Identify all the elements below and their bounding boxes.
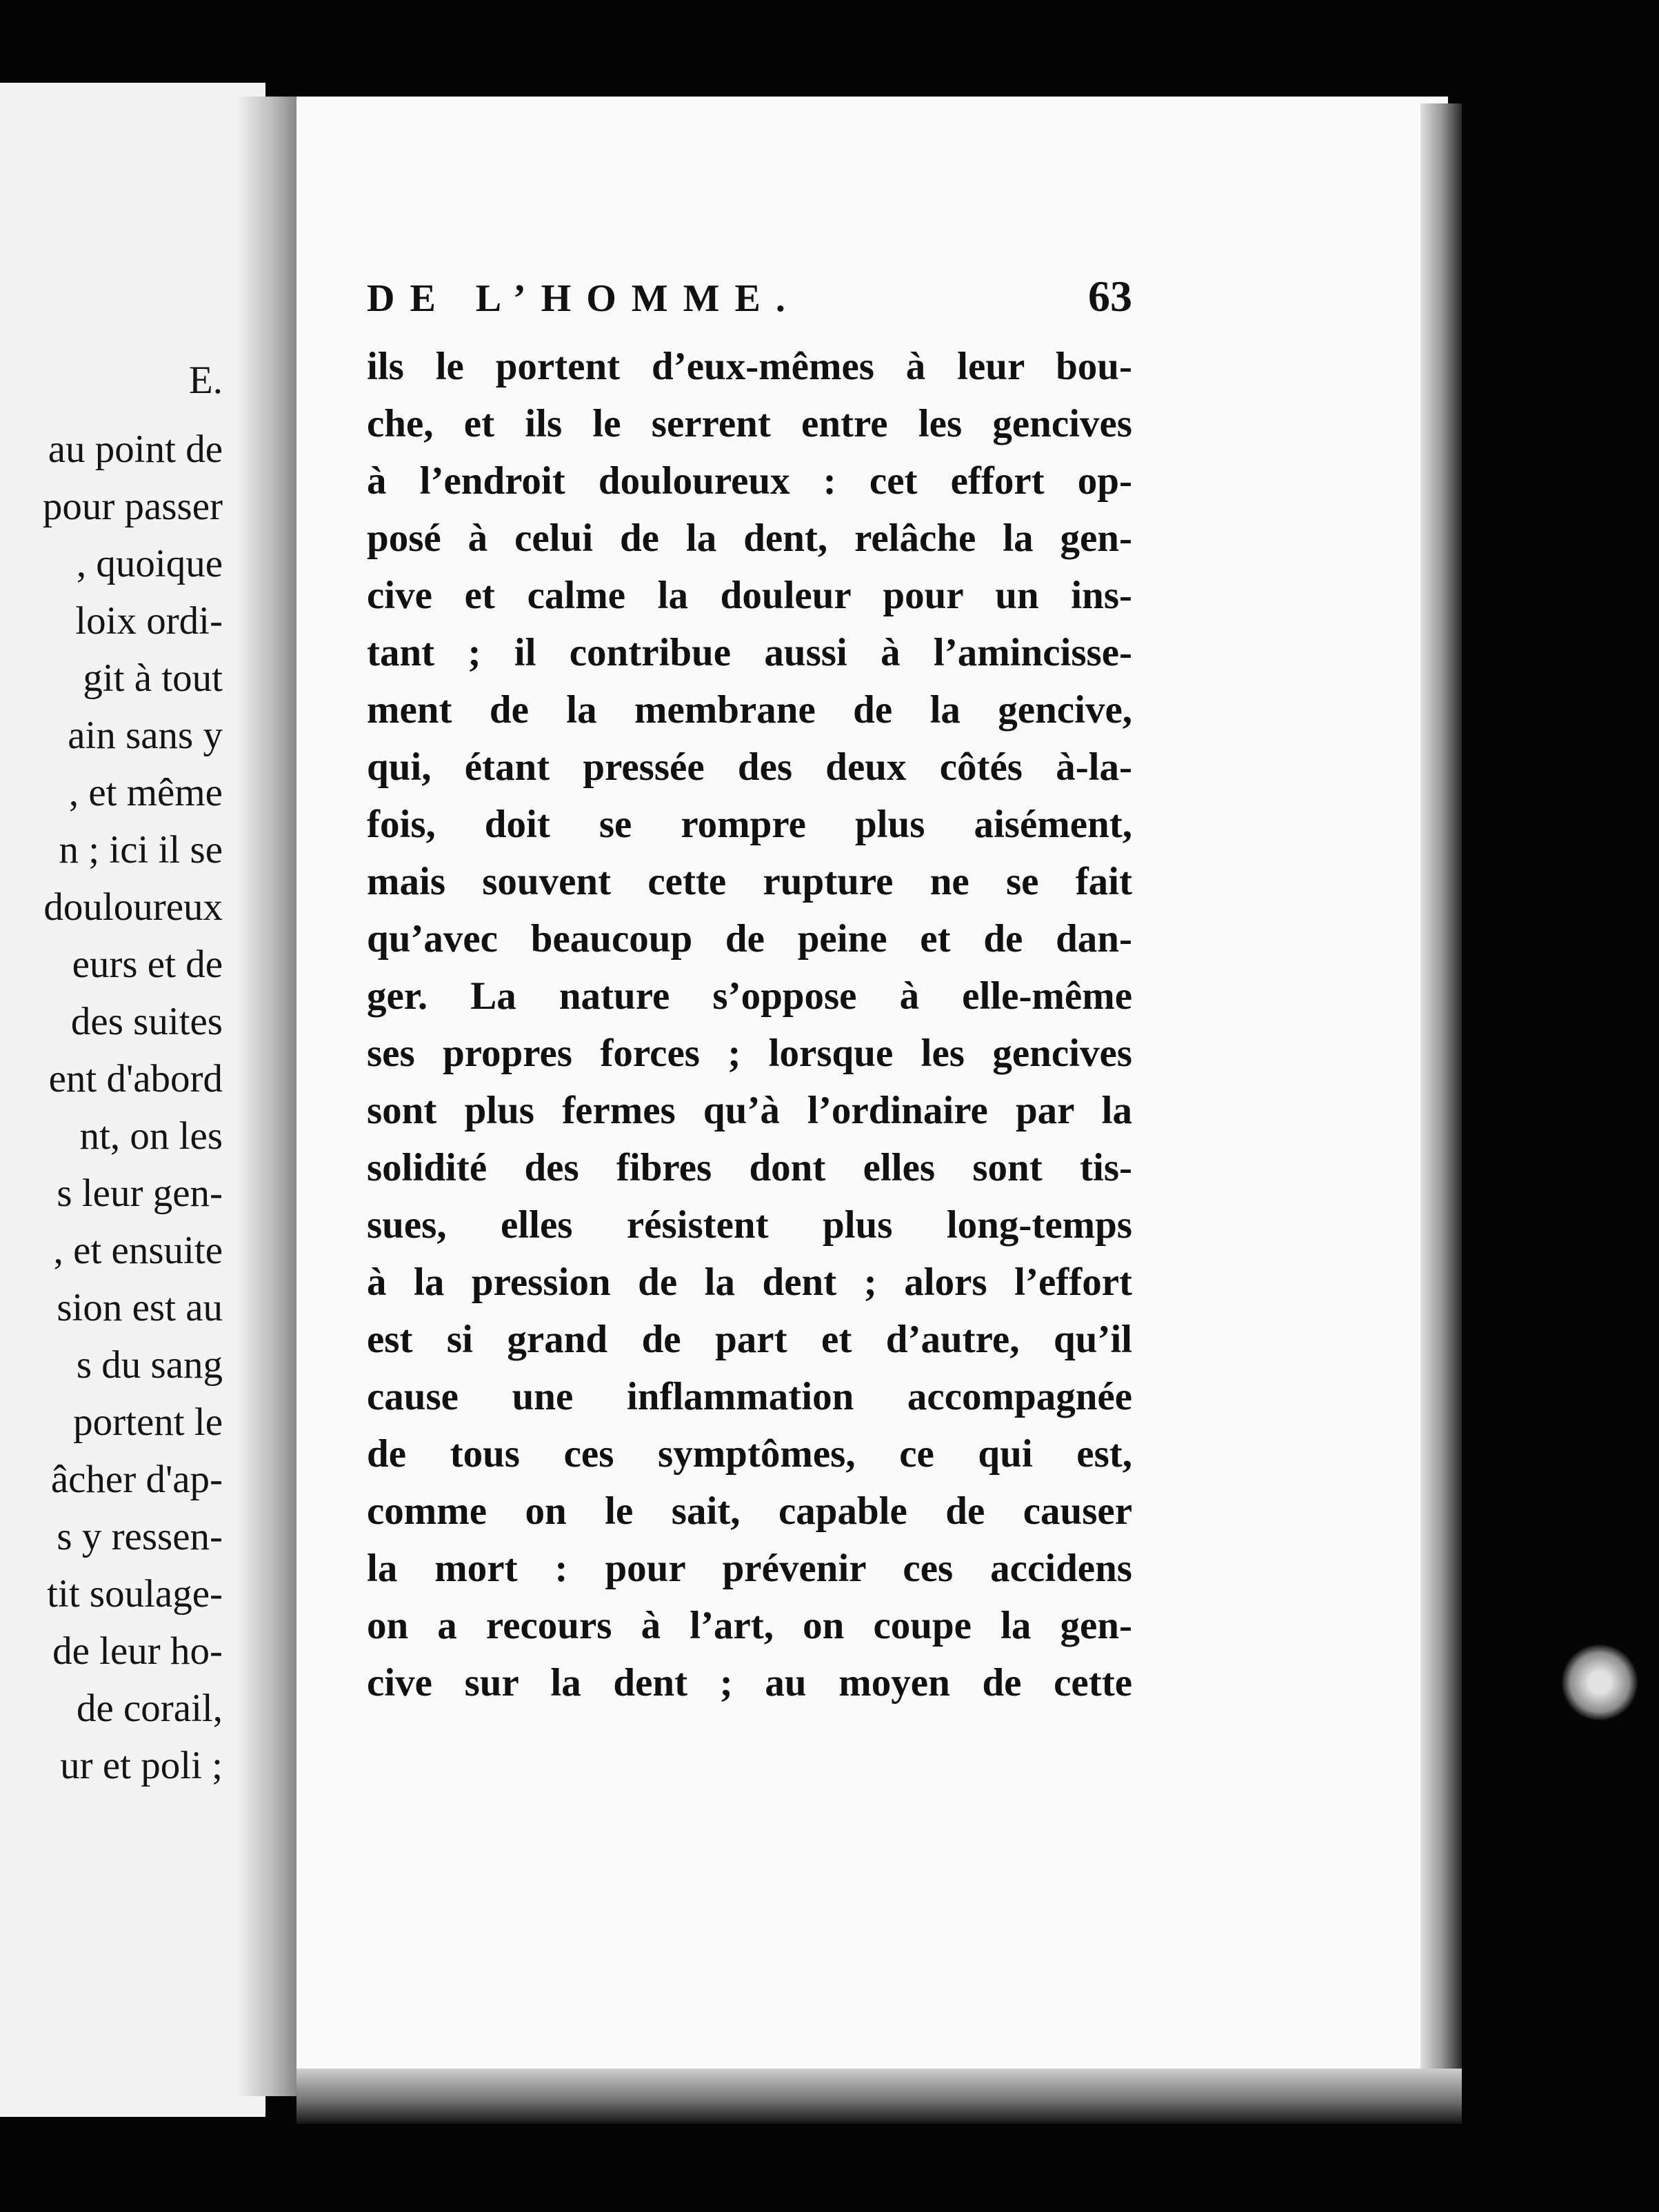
text-line: sues, elles résistent plus long-temps — [367, 1203, 1132, 1247]
running-head — [367, 265, 1132, 328]
text-line: est si grand de part et d’autre, qu’il — [367, 1318, 1132, 1361]
left-text-line: sion est au — [57, 1286, 223, 1329]
text-line: qui, étant pressée des deux côtés à-la- — [367, 745, 1132, 789]
text-line: la mort : pour prévenir ces accidens — [367, 1547, 1132, 1590]
page-bottom-edge — [296, 2069, 1462, 2124]
left-text-line: de leur ho- — [52, 1629, 223, 1673]
text-line: cive et calme la douleur pour un ins- — [367, 574, 1132, 617]
left-text-line: git à tout — [83, 656, 223, 700]
body-text — [367, 338, 1132, 1711]
left-text-line: s leur gen- — [57, 1172, 223, 1215]
text-line: fois, doit se rompre plus aisément, — [367, 803, 1132, 846]
text-line: à la pression de la dent ; alors l’effort — [367, 1260, 1132, 1304]
text-line: posé à celui de la dent, relâche la gen- — [367, 516, 1132, 560]
text-line: cause une inflammation accompagnée — [367, 1375, 1132, 1418]
text-line: sont plus fermes qu’à l’ordinaire par la — [367, 1089, 1132, 1132]
text-line: ses propres forces ; lorsque les gencives — [367, 1032, 1132, 1075]
text-line: che, et ils le serrent entre les gencives — [367, 402, 1132, 445]
left-page — [0, 83, 265, 2117]
text-line: comme on le sait, capable de causer — [367, 1489, 1132, 1533]
left-text-line: pour passer — [42, 485, 223, 528]
text-line: à l’endroit douloureux : cet effort op- — [367, 459, 1132, 503]
running-head-title: DE L’HOMME. — [367, 277, 801, 320]
left-text-line: , quoique — [76, 542, 223, 585]
left-text-line: loix ordi- — [75, 599, 223, 643]
left-text-line: ent d'abord — [48, 1057, 223, 1100]
left-text-line: de corail, — [76, 1687, 223, 1730]
left-text-line: âcher d'ap- — [50, 1458, 223, 1501]
left-text-line: nt, on les — [79, 1114, 223, 1158]
left-text-line: , et ensuite — [53, 1229, 223, 1272]
paper-stain — [1562, 1645, 1638, 1720]
left-text-line: tit soulage- — [47, 1572, 223, 1616]
left-text-line: ain sans y — [68, 714, 223, 757]
left-text-line: ur et poli ; — [60, 1744, 223, 1787]
page-number: 63 — [1088, 272, 1132, 321]
text-line: de tous ces symptômes, ce qui est, — [367, 1432, 1132, 1476]
left-text-line: eurs et de — [72, 943, 223, 986]
text-line: cive sur la dent ; au moyen de cette — [367, 1661, 1132, 1705]
text-line: tant ; il contribue aussi à l’amincisse- — [367, 631, 1132, 674]
text-line: mais souvent cette rupture ne se fait — [367, 860, 1132, 903]
text-line: ils le portent d’eux-mêmes à leur bou- — [367, 345, 1132, 388]
left-text-line: n ; ici il se — [59, 828, 223, 872]
left-page-text — [0, 83, 223, 1876]
text-line: ger. La nature s’oppose à elle-même — [367, 974, 1132, 1018]
left-text-line: , et même — [68, 771, 223, 814]
left-running-head-fragment: E. — [188, 359, 223, 402]
page-edge-shadow — [1420, 103, 1462, 2103]
text-line: solidité des fibres dont elles sont tis- — [367, 1146, 1132, 1189]
text-line: qu’avec beaucoup de peine et de dan- — [367, 917, 1132, 961]
text-line: on a recours à l’art, on coupe la gen- — [367, 1604, 1132, 1647]
left-text-line: portent le — [73, 1400, 223, 1444]
left-text-line: des suites — [70, 1000, 223, 1043]
text-line: ment de la membrane de la gencive, — [367, 688, 1132, 732]
left-text-line: douloureux — [43, 885, 223, 929]
left-text-line: s y ressen- — [57, 1515, 223, 1558]
left-text-line: s du sang — [76, 1343, 223, 1387]
left-text-line: au point de — [48, 428, 223, 471]
